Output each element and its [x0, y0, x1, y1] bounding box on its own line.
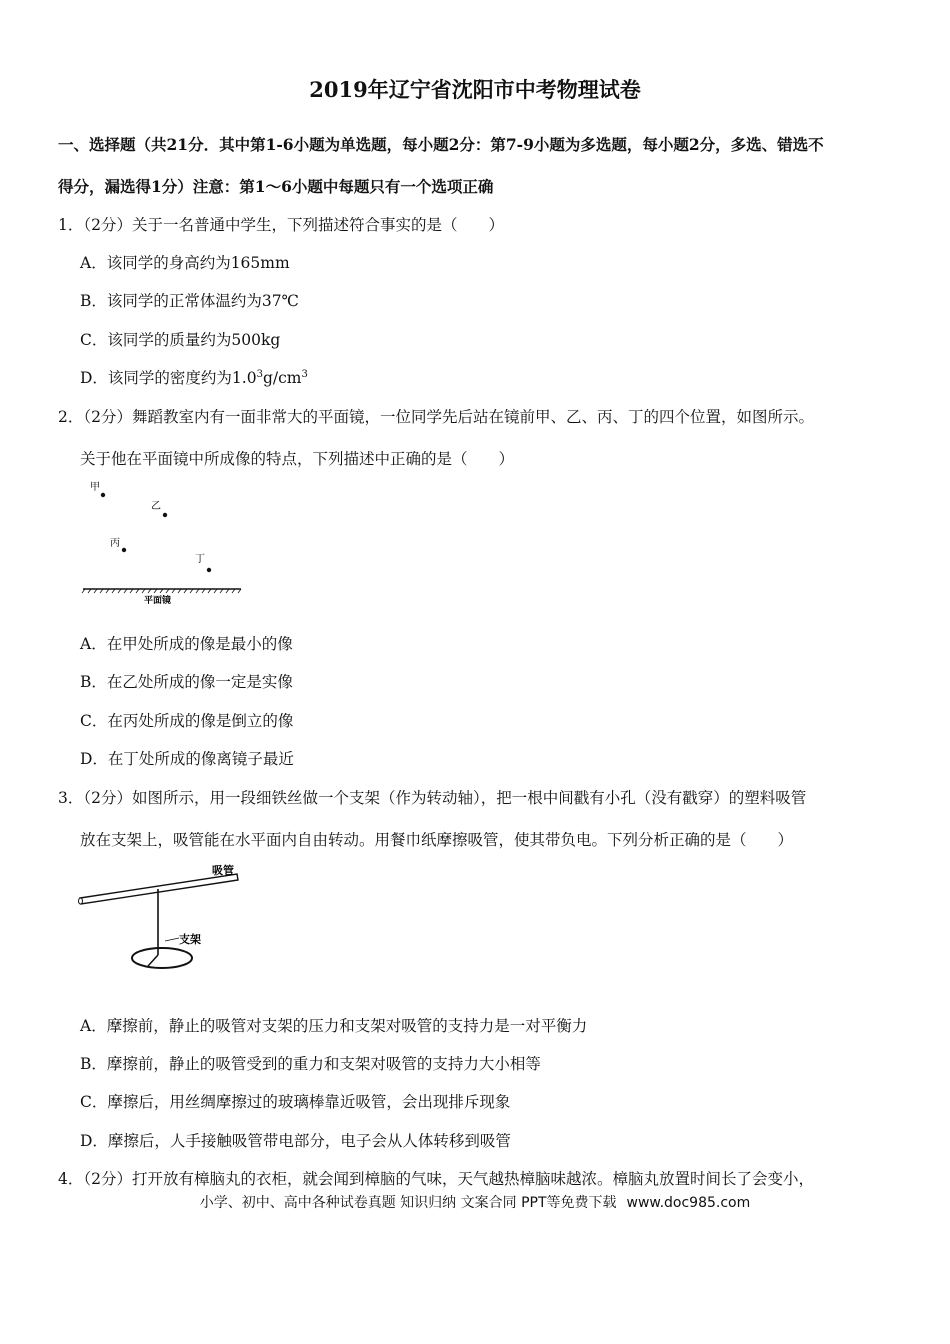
straw [80, 874, 238, 904]
question-4-stem: 4．（2分）打开放有樟脑丸的衣柜，就会闻到樟脑的气味，天气越热樟脑味越浓。樟脑丸放置时间长了会变小， [58, 1170, 814, 1188]
question-1-option-c: C．该同学的质量约为500kg [80, 331, 281, 349]
point-label-jia: 甲 [90, 482, 100, 493]
stand-base [132, 948, 192, 968]
question-2-option-c: C．在丙处所成的像是倒立的像 [80, 712, 294, 730]
question-1-option-a: A．该同学的身高约为165mm [80, 254, 290, 272]
point-jia [101, 493, 105, 497]
footer-site[interactable]: www.doc985.com [626, 1195, 751, 1211]
straw-label: 吸管 [212, 864, 234, 877]
question-2-stem-continued: 关于他在平面镜中所成像的特点，下列描述中正确的是（ ） [80, 450, 515, 468]
question-1-option-b: B．该同学的正常体温约为37℃ [80, 292, 299, 310]
point-bing [122, 548, 126, 552]
question-3-stem-continued: 放在支架上，吸管能在水平面内自由转动。用餐巾纸摩擦吸管，使其带负电。下列分析正确的是（ ） [80, 831, 794, 849]
point-ding [207, 568, 211, 572]
question-3-option-c: C．摩擦后，用丝绸摩擦过的玻璃棒靠近吸管，会出现排斥现象 [80, 1093, 511, 1111]
question-2-option-a: A．在甲处所成的像是最小的像 [80, 635, 293, 653]
option-d-unit: g/cm [262, 369, 302, 387]
point-yi [163, 513, 167, 517]
stand-label-pointer [165, 938, 179, 941]
straw-stand-figure [75, 858, 250, 978]
mirror-label: 平面镜 [144, 596, 172, 606]
question-3-option-a: A．摩擦前，静止的吸管对支架的压力和支架对吸管的支持力是一对平衡力 [80, 1017, 588, 1035]
page-footer [0, 1192, 950, 1212]
question-1-stem: 1．（2分）关于一名普通中学生，下列描述符合事实的是（ ） [58, 216, 504, 234]
question-3-stem: 3．（2分）如图所示，用一段细铁丝做一个支架（作为转动轴），把一根中间戳有小孔（没有戳穿）的塑料吸管 [58, 789, 807, 807]
option-d-unit-exponent: 3 [301, 368, 308, 380]
footer-text: 小学、初中、高中各种试卷真题 知识归纳 文案合同 PPT等免费下载 [199, 1195, 617, 1211]
question-2-stem: 2．（2分）舞蹈教室内有一面非常大的平面镜，一位同学先后站在镜前甲、乙、丙、丁的四个位置，如图所示。 [58, 408, 814, 426]
mirror-positions-figure [78, 478, 253, 608]
point-label-bing: 丙 [110, 538, 120, 549]
option-d-exponent: 3 [256, 368, 263, 380]
question-2-option-b: B．在乙处所成的像一定是实像 [80, 673, 293, 691]
option-d-prefix: D．该同学的密度约为1.0 [80, 369, 257, 387]
question-1-option-d [80, 366, 308, 388]
page-title: 2019年辽宁省沈阳市中考物理试卷 [309, 77, 641, 102]
point-label-ding: 丁 [195, 554, 205, 565]
question-2-option-d: D．在丁处所成的像离镜子最近 [80, 750, 294, 768]
straw-end [79, 898, 83, 904]
section-heading-line1: 一、选择题（共21分．其中第1-6小题为单选题，每小题2分：第7-9小题为多选题，每小题2分，多选、错选不 [58, 135, 824, 154]
question-3-option-d: D．摩擦后，人手接触吸管带电部分，电子会从人体转移到吸管 [80, 1132, 511, 1150]
point-label-yi: 乙 [151, 501, 161, 512]
question-3-option-b: B．摩擦前，静止的吸管受到的重力和支架对吸管的支持力大小相等 [80, 1055, 541, 1073]
section-heading-line2: 得分，漏选得1分）注意：第1～6小题中每题只有一个选项正确 [58, 177, 494, 196]
stand-label: 支架 [179, 933, 201, 946]
stand-base-wire [148, 955, 158, 966]
